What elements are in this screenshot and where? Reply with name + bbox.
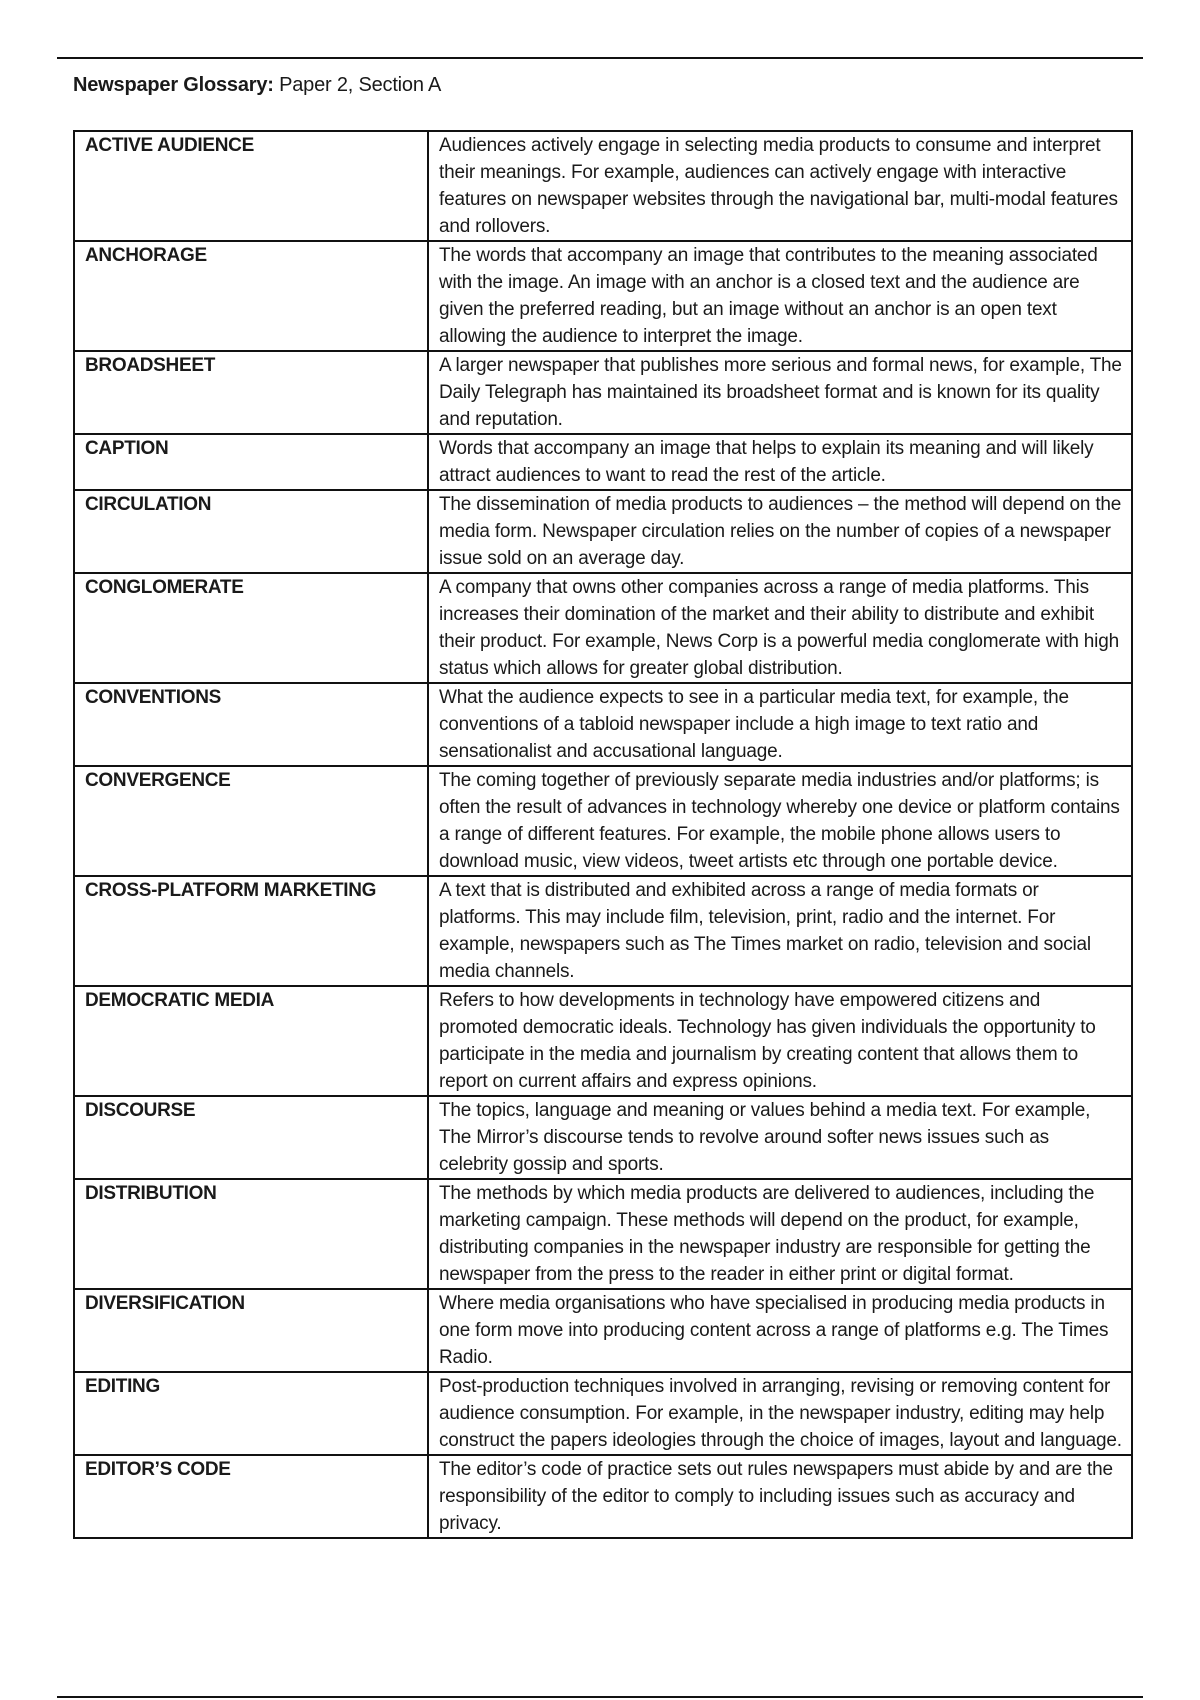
glossary-term: EDITOR’S CODE bbox=[74, 1455, 428, 1538]
page-title-bold: Newspaper Glossary: bbox=[73, 74, 274, 96]
glossary-definition: The editor’s code of practice sets out rules newspapers must abide by and are the responsibility of the editor to comply to including issues such as accuracy and privacy. bbox=[428, 1455, 1132, 1538]
glossary-term: DIVERSIFICATION bbox=[74, 1289, 428, 1372]
glossary-definition: The methods by which media products are delivered to audiences, including the marketing campaign. These methods will depend on the product, for example, distributing companies in the newspaper industry are responsible for getting the newspaper from the press to the reader in either print or digital format. bbox=[428, 1179, 1132, 1289]
glossary-row bbox=[74, 1096, 1132, 1179]
glossary-term: CONGLOMERATE bbox=[74, 573, 428, 683]
page-title bbox=[73, 74, 441, 97]
glossary-definition: Post-production techniques involved in arranging, revising or removing content for audience consumption. For example, in the newspaper industry, editing may help construct the papers ideologies through the choice of images, layout and language. bbox=[428, 1372, 1132, 1455]
glossary-row bbox=[74, 573, 1132, 683]
glossary-term: CIRCULATION bbox=[74, 490, 428, 573]
glossary-row bbox=[74, 683, 1132, 766]
glossary-definition: Where media organisations who have specialised in producing media products in one form move into producing content across a range of platforms e.g. The Times Radio. bbox=[428, 1289, 1132, 1372]
glossary-term: CROSS-PLATFORM MARKETING bbox=[74, 876, 428, 986]
glossary-definition: A company that owns other companies across a range of media platforms. This increases their domination of the market and their ability to distribute and exhibit their product. For example, News Corp is a powerful media conglomerate with high status which allows for greater global distribution. bbox=[428, 573, 1132, 683]
glossary-term: ACTIVE AUDIENCE bbox=[74, 131, 428, 241]
glossary-term: DISCOURSE bbox=[74, 1096, 428, 1179]
glossary-row bbox=[74, 1289, 1132, 1372]
page-title-rest: Paper 2, Section A bbox=[273, 74, 442, 96]
glossary-row bbox=[74, 766, 1132, 876]
glossary-definition: A larger newspaper that publishes more serious and formal news, for example, The Daily Telegraph has maintained its broadsheet format and is known for its quality and reputation. bbox=[428, 351, 1132, 434]
glossary-definition: What the audience expects to see in a particular media text, for example, the conventions of a tabloid newspaper include a high image to text ratio and sensationalist and accusational language. bbox=[428, 683, 1132, 766]
top-rule bbox=[57, 57, 1143, 59]
glossary-definition: The dissemination of media products to audiences – the method will depend on the media form. Newspaper circulation relies on the number of copies of a newspaper issue sold on an average day. bbox=[428, 490, 1132, 573]
glossary-definition: A text that is distributed and exhibited across a range of media formats or platforms. This may include film, television, print, radio and the internet. For example, newspapers such as The Times market on radio, television and social media channels. bbox=[428, 876, 1132, 986]
glossary-row bbox=[74, 1179, 1132, 1289]
glossary-table bbox=[73, 130, 1133, 1539]
glossary-row bbox=[74, 434, 1132, 490]
glossary-term: ANCHORAGE bbox=[74, 241, 428, 351]
glossary-term: CONVERGENCE bbox=[74, 766, 428, 876]
glossary-term: DEMOCRATIC MEDIA bbox=[74, 986, 428, 1096]
glossary-definition: The topics, language and meaning or values behind a media text. For example, The Mirror’s discourse tends to revolve around softer news issues such as celebrity gossip and sports. bbox=[428, 1096, 1132, 1179]
glossary-row bbox=[74, 351, 1132, 434]
glossary-definition: Words that accompany an image that helps to explain its meaning and will likely attract audiences to want to read the rest of the article. bbox=[428, 434, 1132, 490]
glossary-term: EDITING bbox=[74, 1372, 428, 1455]
glossary-definition: The coming together of previously separate media industries and/or platforms; is often the result of advances in technology whereby one device or platform contains a range of different features. For example, the mobile phone allows users to download music, view videos, tweet artists etc through one portable device. bbox=[428, 766, 1132, 876]
glossary-definition: Refers to how developments in technology have empowered citizens and promoted democratic ideals. Technology has given individuals the opportunity to participate in the media and journalism by creating content that allows them to report on current affairs and express opinions. bbox=[428, 986, 1132, 1096]
glossary-row bbox=[74, 1455, 1132, 1538]
glossary-row bbox=[74, 241, 1132, 351]
glossary-term: DISTRIBUTION bbox=[74, 1179, 428, 1289]
glossary-definition: Audiences actively engage in selecting media products to consume and interpret their meanings. For example, audiences can actively engage with interactive features on newspaper websites through the navigational bar, multi-modal features and rollovers. bbox=[428, 131, 1132, 241]
glossary-row bbox=[74, 490, 1132, 573]
glossary-row bbox=[74, 986, 1132, 1096]
glossary-row bbox=[74, 131, 1132, 241]
glossary-term: CAPTION bbox=[74, 434, 428, 490]
glossary-definition: The words that accompany an image that contributes to the meaning associated with the image. An image with an anchor is a closed text and the audience are given the preferred reading, but an image without an anchor is an open text allowing the audience to interpret the image. bbox=[428, 241, 1132, 351]
bottom-rule bbox=[57, 1696, 1143, 1698]
glossary-row bbox=[74, 876, 1132, 986]
glossary-row bbox=[74, 1372, 1132, 1455]
glossary-term: BROADSHEET bbox=[74, 351, 428, 434]
glossary-body bbox=[74, 131, 1132, 1538]
glossary-term: CONVENTIONS bbox=[74, 683, 428, 766]
